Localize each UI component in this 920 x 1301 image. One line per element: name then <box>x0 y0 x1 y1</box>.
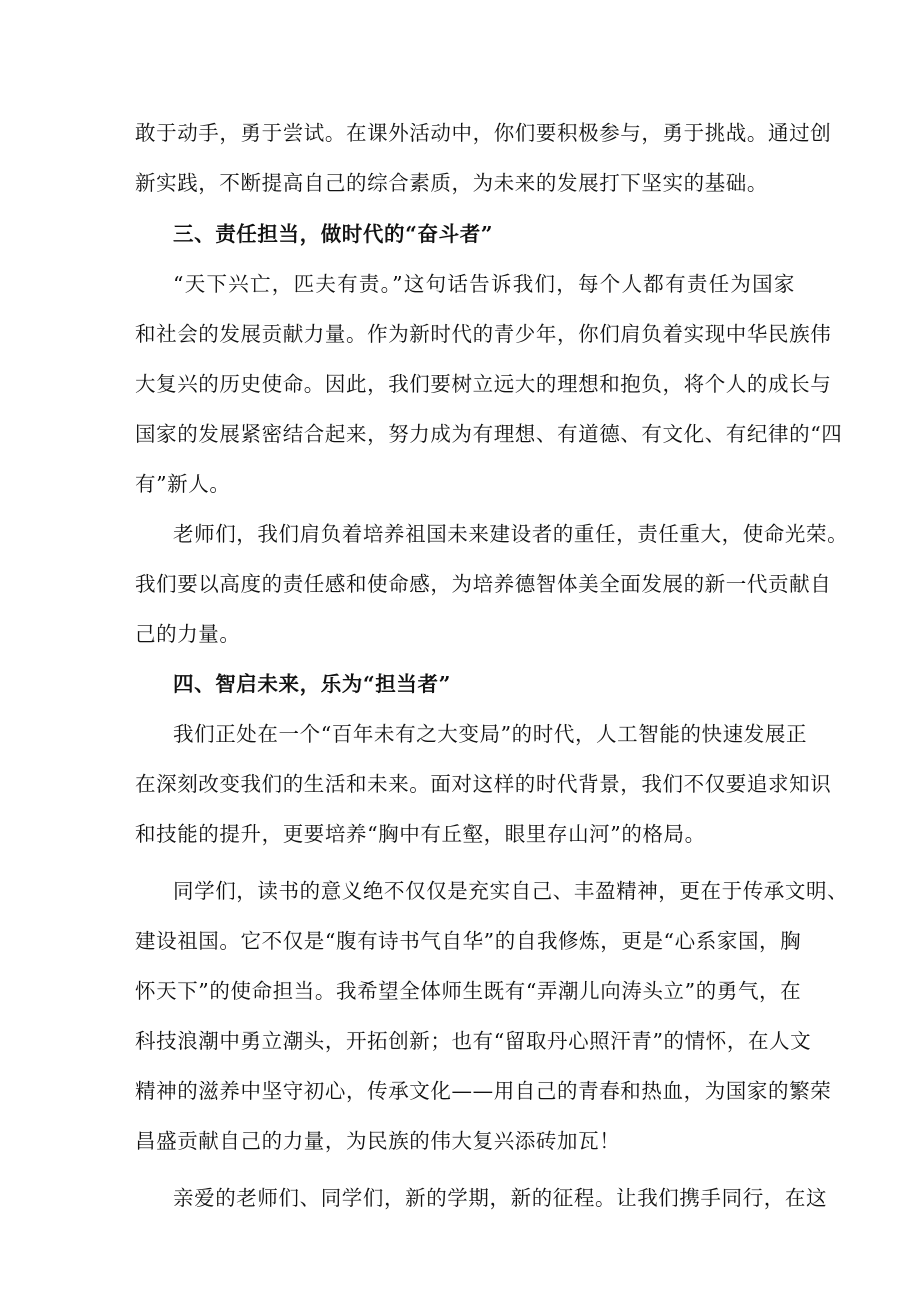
paragraph-line: 我们要以高度的责任感和使命感，为培养德智体美全面发展的新一代贡献自 <box>135 572 832 596</box>
paragraph-line: 昌盛贡献自己的力量，为民族的伟大复兴添砖加瓦！ <box>135 1129 621 1153</box>
paragraph-line: 国家的发展紧密结合起来，努力成为有理想、有道德、有文化、有纪律的“四 <box>135 422 843 446</box>
paragraph-line: 建设祖国。它不仅是“腹有诗书气自华”的自我修炼，更是“心系家国，胸 <box>135 929 802 953</box>
paragraph-line: 敢于动手，勇于尝试。在课外活动中，你们要积极参与，勇于挑战。通过创 <box>135 121 832 145</box>
paragraph-line: 和技能的提升，更要培养“胸中有丘壑，眼里存山河”的格局。 <box>135 822 706 846</box>
paragraph-line: 有”新人。 <box>135 472 231 496</box>
paragraph-line: 老师们，我们肩负着培养祖国未来建设者的重任，责任重大，使命光荣。 <box>173 522 849 546</box>
paragraph-line: 己的力量。 <box>135 622 241 646</box>
section-heading-3: 三、责任担当，做时代的“奋斗者” <box>173 222 494 246</box>
paragraph-line: 新实践，不断提高自己的综合素质，为未来的发展打下坚实的基础。 <box>135 171 768 195</box>
paragraph-line: 亲爱的老师们、同学们，新的学期，新的征程。让我们携手同行，在这 <box>173 1186 828 1210</box>
paragraph-line: 和社会的发展贡献力量。作为新时代的青少年，你们肩负着实现中华民族伟 <box>135 322 832 346</box>
paragraph-line: 怀天下”的使命担当。我希望全体师生既有“弄潮儿向涛头立”的勇气，在 <box>135 979 802 1003</box>
paragraph-line: 在深刻改变我们的生活和未来。面对这样的时代背景，我们不仅要追求知识 <box>135 772 832 796</box>
paragraph-line: 科技浪潮中勇立潮头，开拓创新；也有“留取丹心照汗青”的情怀，在人文 <box>135 1029 812 1053</box>
paragraph-line: 我们正处在一个“百年未有之大变局”的时代，人工智能的快速发展正 <box>173 722 808 746</box>
paragraph-line: 精神的滋养中坚守初心，传承文化——用自己的青春和热血，为国家的繁荣 <box>135 1079 832 1103</box>
paragraph-line: 同学们，读书的意义绝不仅仅是充实自己、丰盈精神，更在于传承文明、 <box>173 879 849 903</box>
paragraph-line: “天下兴亡，匹夫有责。”这句话告诉我们，每个人都有责任为国家 <box>173 272 795 296</box>
paragraph-line: 大复兴的历史使命。因此，我们要树立远大的理想和抱负，将个人的成长与 <box>135 372 832 396</box>
section-heading-4: 四、智启未来，乐为“担当者” <box>173 672 451 696</box>
